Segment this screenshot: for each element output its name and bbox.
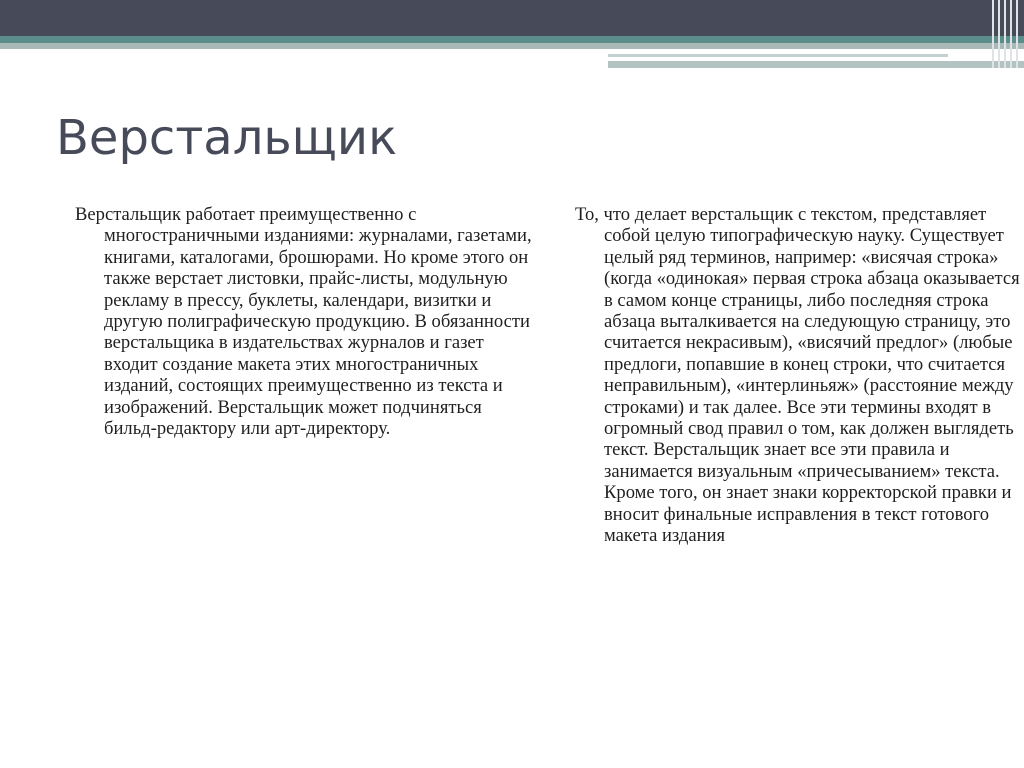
- header-accent-line: [608, 54, 948, 57]
- slide-title: Верстальщик: [56, 110, 398, 166]
- left-paragraph: Верстальщик работает преимущественно с многостраничными изданиями: журналами, газетами, книгами, каталогами, брошюрами. Но кроме этого он также верстает листовки, прайс-листы, модульную рекламу в прессу, буклеты, календари, визитки и другую полиграфическую продукцию. В обязанности верстальщика в издательствах журналов и газет входит создание макета этих многостраничных изданий, состоящих преимущественно из текста и изображений. Верстальщик может подчиняться бильд-редактору или арт-директору.: [75, 204, 532, 440]
- header-vertical-stripes: [988, 0, 1024, 68]
- right-paragraph: То, что делает верстальщик с текстом, представляет собой целую типографическую науку. Существует целый ряд терминов, например: «висячая строка» (когда «одинокая» первая строка абзаца оказывается в самом конце страницы, либо последняя строка абзаца выталкивается на следующую страницу, это считается некрасивым), «висячий предлог» (любые предлоги, попавшие в конец строки, что считается неправильным), «интерлиньяж» (расстояние между строками) и так далее. Все эти термины входят в огромный свод правил о том, как должен выглядеть текст. Верстальщик знает все эти правила и занимается визуальным «причесыванием» текста. Кроме того, он знает знаки корректорской правки и вносит финальные исправления в текст готового макета издания: [575, 204, 1020, 547]
- header-accent-bar: [608, 61, 1024, 68]
- header-gray-band: [0, 43, 1024, 49]
- header-teal-band: [0, 36, 1024, 43]
- header-dark-band: [0, 0, 1024, 36]
